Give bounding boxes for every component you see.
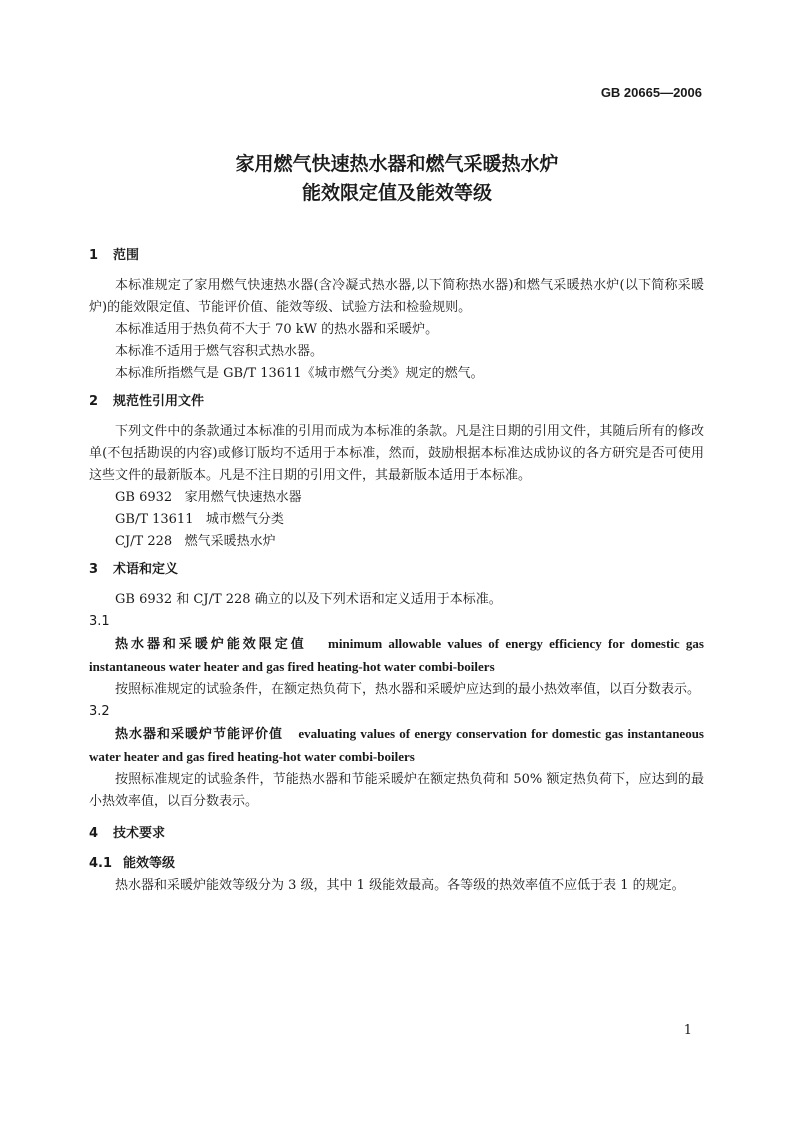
term-number: 3.1 [89, 614, 110, 629]
reference-item: GB 6932 家用燃气快速热水器 [115, 490, 302, 505]
document-body [89, 245, 704, 897]
page-number: 1 [683, 1023, 692, 1038]
reference-item: CJ/T 228 燃气采暖热水炉 [115, 534, 276, 549]
document-code: GB 20665—2006 [600, 85, 702, 100]
paragraph: GB 6932 和 CJ/T 228 确立的以及下列术语和定义适用于本标准。 [115, 592, 502, 607]
title-line-1: 家用燃气快速热水器和燃气采暖热水炉 [235, 153, 559, 175]
section-heading-normative-references: 2 规范性引用文件 [89, 394, 205, 409]
paragraph: 本标准适用于热负荷不大于 70 kW 的热水器和采暖炉。 [115, 322, 439, 337]
subsection-heading-efficiency-grade: 4.1 能效等级 [89, 856, 176, 871]
term-entry: 热水器和采暖炉能效限定值 minimum allowable values of energy efficiency for domestic gas instantaneous water heater and gas fired heating-hot water combi-boilers [89, 636, 704, 674]
term-definition: 按照标准规定的试验条件，节能热水器和节能采暖炉在额定热负荷和 50% 额定热负荷下，应达到的最小热效率值，以百分数表示。 [89, 772, 704, 809]
reference-item: GB/T 13611 城市燃气分类 [115, 512, 284, 527]
paragraph: 热水器和采暖炉能效等级分为 3 级，其中 1 级能效最高。各等级的热效率值不应低于表 1 的规定。 [115, 878, 685, 893]
section-heading-scope: 1 范围 [89, 248, 140, 263]
paragraph: 本标准不适用于燃气容积式热水器。 [115, 344, 324, 359]
paragraph: 本标准规定了家用燃气快速热水器(含冷凝式热水器,以下简称热水器)和燃气采暖热水炉(以下简称采暖炉)的能效限定值、节能评价值、能效等级、试验方法和检验规则。 [89, 278, 704, 315]
section-heading-terms-definitions: 3 术语和定义 [89, 562, 179, 577]
term-entry: 热水器和采暖炉节能评价值 evaluating values of energy conservation for domestic gas instantaneous water heater and gas fired heating-hot water combi-boilers [89, 726, 704, 764]
paragraph: 本标准所指燃气是 GB/T 13611《城市燃气分类》规定的燃气。 [115, 366, 484, 381]
paragraph: 下列文件中的条款通过本标准的引用而成为本标准的条款。凡是注日期的引用文件，其随后所有的修改单(不包括勘误的内容)或修订版均不适用于本标准，然而，鼓励根据本标准达成协议的各方研究是否可使用这些文件的最新版本。凡是不注日期的引用文件，其最新版本适用于本标准。 [89, 424, 704, 483]
page-title [0, 150, 794, 208]
section-heading-technical-requirements: 4 技术要求 [89, 826, 166, 841]
title-line-2: 能效限定值及能效等级 [301, 182, 492, 204]
term-definition: 按照标准规定的试验条件，在额定热负荷下，热水器和采暖炉应达到的最小热效率值，以百分数表示。 [115, 682, 701, 697]
term-number: 3.2 [89, 704, 110, 719]
